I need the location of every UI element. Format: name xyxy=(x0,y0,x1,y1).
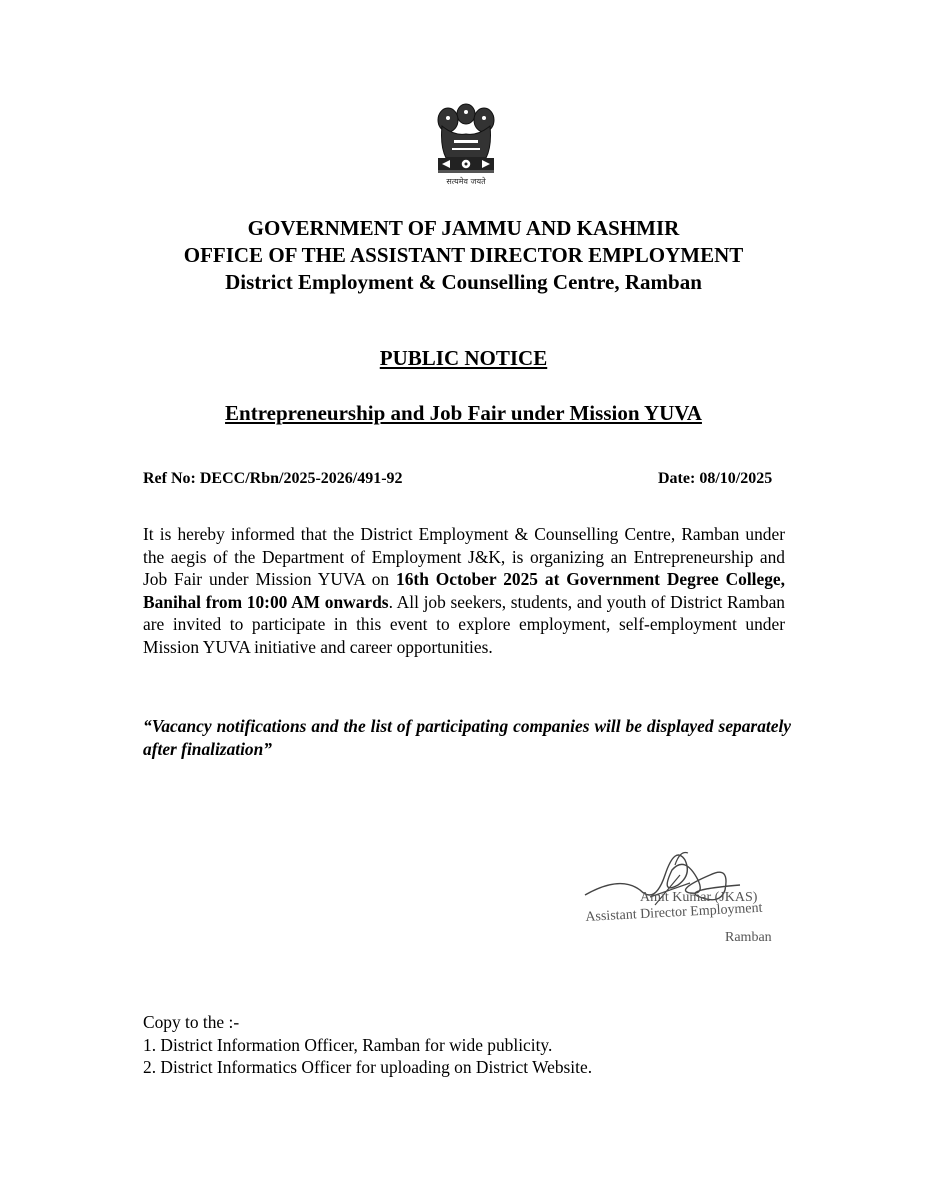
signature-block xyxy=(580,835,795,975)
emblem-motto: सत्यमेव जयते xyxy=(446,177,486,186)
vacancy-note: “Vacancy notifications and the list of participating companies will be displayed separately after finalization” xyxy=(143,716,791,759)
copy-to-list xyxy=(143,1011,592,1079)
signatory-designation: Assistant Director Employment xyxy=(585,900,763,925)
reference-number: Ref No: DECC/Rbn/2025-2026/491-92 xyxy=(143,470,403,487)
notice-date: Date: 08/10/2025 xyxy=(658,470,773,487)
copy-item: 1. District Information Officer, Ramban for wide publicity. xyxy=(143,1034,553,1055)
national-emblem-icon xyxy=(418,96,514,196)
signatory-name: Amit Kumar (JKAS) xyxy=(640,890,758,905)
notice-title: PUBLIC NOTICE xyxy=(379,346,548,370)
body-text-start: It is hereby informed that the District Employment & Counselling Centre, Ramban under the aegis of the Department of Employment J&K, is organizing an Entrepreneurship and Job Fair under Mission YUVA on xyxy=(143,524,785,589)
header-government: GOVERNMENT OF JAMMU AND KASHMIR xyxy=(247,216,680,240)
body-text-end: . All job seekers, students, and youth of District Ramban are invited to participate in this event to explore employment, self-employment under Mission YUVA initiative and career opportunities. xyxy=(143,591,785,657)
notice-subject: Entrepreneurship and Job Fair under Mission YUVA xyxy=(225,401,702,425)
notice-body xyxy=(143,523,785,658)
copy-item: 2. District Informatics Officer for uploading on District Website. xyxy=(143,1057,593,1077)
signatory-place: Ramban xyxy=(725,930,772,945)
header-centre: District Employment & Counselling Centre, Ramban xyxy=(225,270,702,294)
copy-heading: Copy to the :- xyxy=(143,1012,240,1032)
header-office: OFFICE OF THE ASSISTANT DIRECTOR EMPLOYMENT xyxy=(183,243,744,267)
event-details: 16th October 2025 at Government Degree College, Banihal from 10:00 AM onwards xyxy=(143,569,785,612)
